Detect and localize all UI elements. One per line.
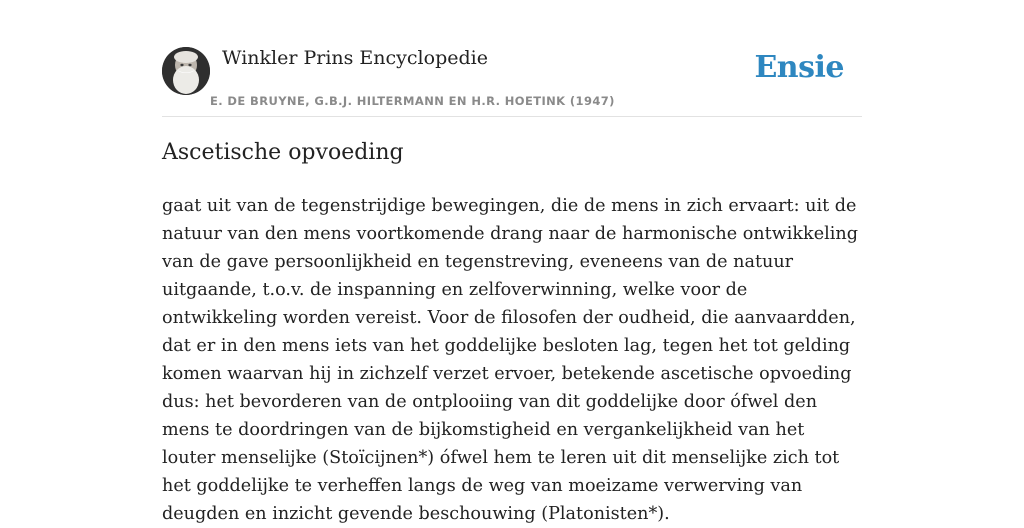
article-title: Ascetische opvoeding [162,140,404,165]
author-avatar [162,47,210,95]
article-body: gaat uit van de tegenstrijdige bewegingen, die de mens in zich ervaart: uit de natuur van den mens voortkomende drang naar de harmonische ontwikkeling van de gave persoonlijkheid en tegenstreving, eveneens van de natuur uitgaande, t.o.v. de inspanning en zelfoverwinning, welke voor de ontwikkeling worden vereist. Voor de filosofen der oudheid, die aanvaardden, dat er in den mens iets van het goddelijke besloten lag, tegen het tot gelding komen waarvan hij in zichzelf verzet ervoer, betekende ascetische opvoeding dus: het bevorderen van de ontplooiing van dit goddelijke door ófwel den mens te doordringen van de bijkomstigheid en vergankelijkheid van het louter menselijke (Stoïcijnen*) ófwel hem te leren uit dit menselijke zich tot het goddelijke te verheffen langs de weg van moeizame verwerving van deugden en inzicht gevende beschouwing (Platonisten*). [162,196,858,524]
source-authors: E. DE BRUYNE, G.B.J. HILTERMANN EN H.R. HOETINK (1947) [210,94,615,108]
bearded-man-portrait-icon [162,47,210,95]
source-header [162,44,862,117]
article-page [162,0,862,524]
ensie-logo-link[interactable]: Ensie [754,50,844,85]
source-title: Winkler Prins Encyclopedie [222,47,488,69]
